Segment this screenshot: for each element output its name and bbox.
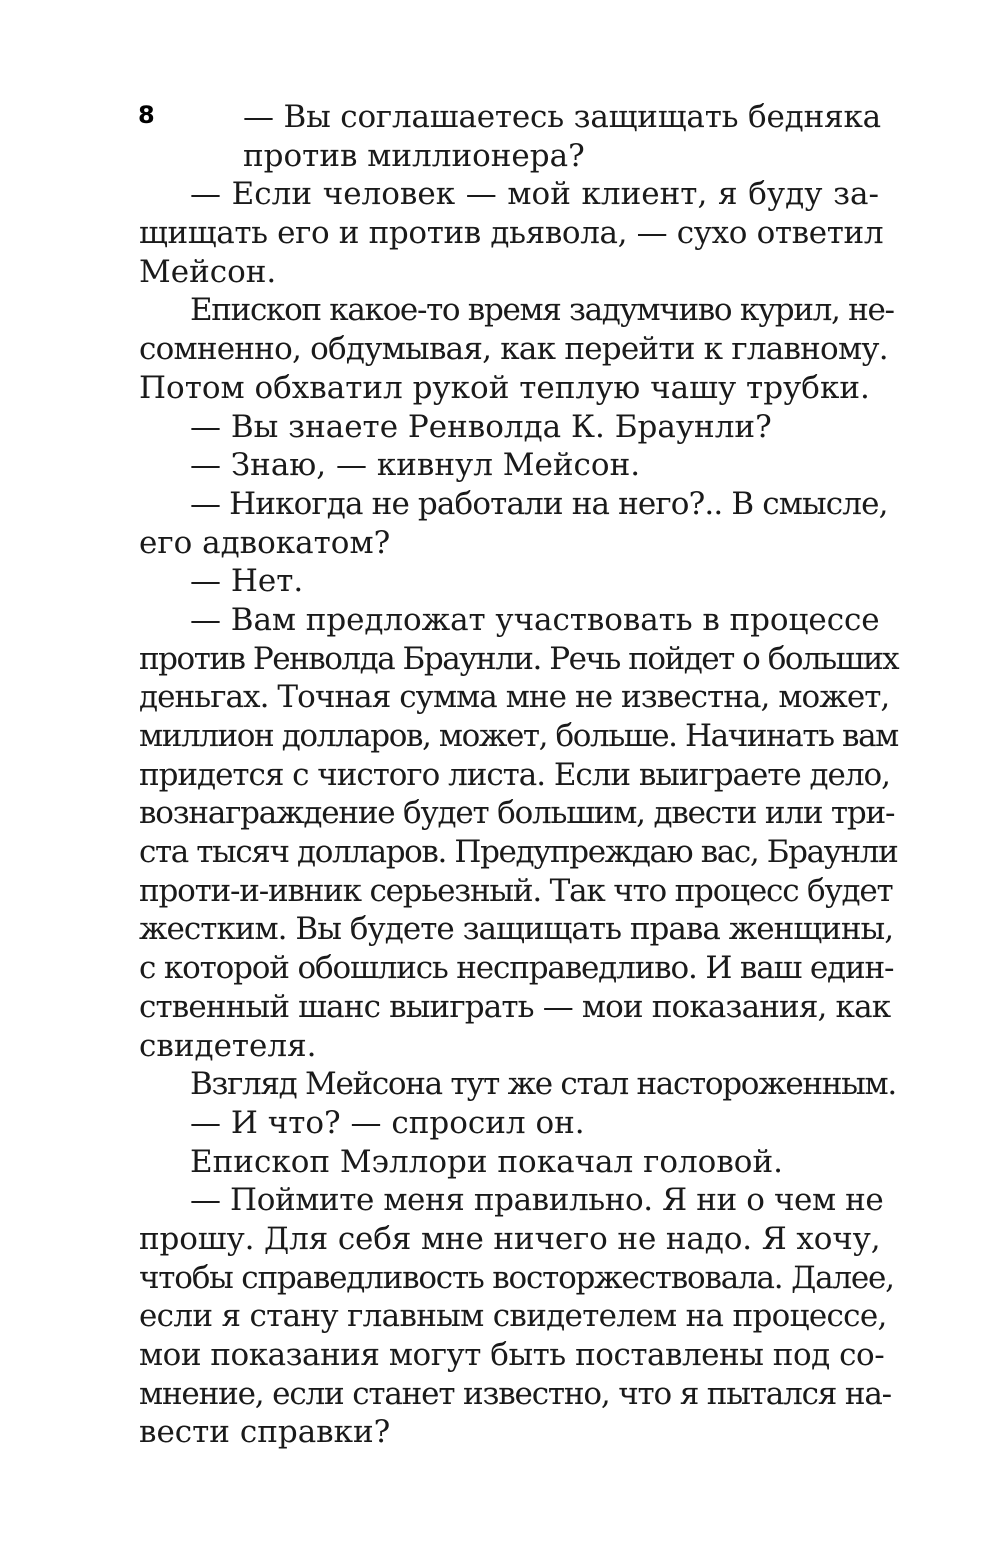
text-line: вести справки? <box>139 1414 391 1451</box>
text-line: свидетеля. <box>139 1027 317 1064</box>
text-line: сомненно, обдумывая, как перейти к главному. <box>139 331 888 368</box>
text-line: придется с чистого листа. Если выиграете дело, <box>139 756 890 793</box>
text-line: вознаграждение будет большим, двести или три- <box>139 795 895 832</box>
text-line: мнение, если станет известно, что я пытался на- <box>139 1375 891 1412</box>
text-line: миллион долларов, может, больше. Начинать вам <box>139 718 898 754</box>
text-line: его адвокатом? <box>139 524 391 561</box>
text-line: ственный шанс выиграть — мои показания, как <box>139 988 891 1025</box>
text-line: ста тысяч долларов. Предупреждаю вас, Браунли <box>139 834 898 871</box>
text-line: проти-и-ивник серьезный. Так что процесс будет <box>139 872 893 909</box>
text-line: деньгах. Точная сумма мне не известна, может, <box>139 679 890 716</box>
text-line: против миллионера? <box>243 137 585 174</box>
text-line: если я стану главным свидетелем на процессе, <box>139 1298 887 1335</box>
page-text-body <box>139 98 899 1452</box>
text-line: — И что? — спросил он. <box>190 1104 585 1141</box>
text-line: Мейсон. <box>139 253 277 290</box>
text-line: Потом обхватил рукой теплую чашу трубки. <box>139 369 870 406</box>
text-line: против Ренволда Браунли. Речь пойдет о больших <box>139 640 899 677</box>
text-line: с которой обошлись несправедливо. И ваш един- <box>139 950 894 987</box>
text-line: Взгляд Мейсона тут же стал настороженным. <box>190 1066 896 1103</box>
text-line: — Вы знаете Ренволда К. Браунли? <box>190 408 772 445</box>
text-line: — Знаю, — кивнул Мейсон. <box>190 447 641 484</box>
text-line: — Вам предложат участвовать в процессе <box>190 601 880 638</box>
text-line: Епископ какое-то время задумчиво курил, не- <box>190 292 894 329</box>
text-line: — Поймите меня правильно. Я ни о чем не <box>190 1182 884 1219</box>
text-line: чтобы справедливость восторжествовала. Далее, <box>139 1259 894 1296</box>
text-line: щищать его и против дьявола, — сухо ответил <box>139 215 884 252</box>
text-line: мои показания могут быть поставлены под со- <box>139 1337 885 1373</box>
text-line: — Если человек — мой клиент, я буду за- <box>190 176 879 213</box>
text-line: жестким. Вы будете защищать права женщины, <box>139 911 894 948</box>
text-line: Епископ Мэллори покачал головой. <box>190 1143 783 1180</box>
text-line: прошу. Для себя мне ничего не надо. Я хочу, <box>139 1220 881 1257</box>
page-number: 8 <box>138 101 155 129</box>
text-line: — Вы соглашаетесь защищать бедняка <box>243 99 881 135</box>
text-line: — Нет. <box>190 563 304 600</box>
text-line: — Никогда не работали на него?.. В смысле, <box>190 485 888 522</box>
